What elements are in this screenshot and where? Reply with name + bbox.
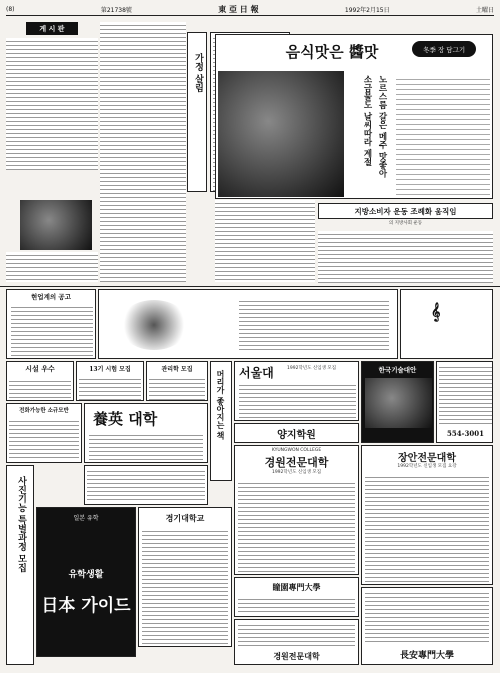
ad-exam-3	[146, 361, 208, 401]
ad-japan-sub: 유학생활	[68, 569, 104, 580]
ad-yangyeong-2	[84, 465, 208, 505]
page-number: (8)	[6, 6, 15, 13]
feature-headline: 음식맛은 醬맛	[285, 42, 379, 61]
bulletin-photo	[20, 200, 92, 250]
feature-photo	[218, 71, 344, 197]
ad-hanguk-title: 한국기술대안	[378, 365, 417, 374]
ad-gyeongwon-footer-title: 경원전문대학	[273, 650, 320, 661]
kicker-title: 지방소비자 운동 조례화 움직임	[354, 206, 457, 216]
right-illustration: 𝄞	[400, 289, 493, 359]
bulletin-title: 게 시 판	[26, 22, 78, 35]
ad-seoul	[234, 361, 359, 421]
ad-vertical-book-text: 머리가 좋아지는 책	[216, 370, 226, 440]
feature-vertical-1: 소금물도 날씨따라 계절	[362, 75, 372, 166]
day: 土曜日	[475, 7, 494, 14]
ad-vertical-left	[6, 465, 34, 665]
ad-gyeonggi	[138, 507, 232, 647]
ad-changan-footer-title: 長安專門大學	[399, 650, 454, 661]
ad-vertical-book	[210, 361, 232, 481]
ad-vertical-left-text: 사진기능 특별과정 모집	[16, 476, 26, 573]
ad-changan-title: 장안전문대학	[398, 452, 456, 464]
ad-gyeongwon-footer	[234, 619, 359, 665]
ad-changan-sub: 1992학년도 신입생 모집 요강	[397, 464, 457, 469]
masthead: 東 亞 日 報	[218, 4, 259, 14]
notice-ad	[6, 289, 96, 359]
ad-yangji	[234, 423, 359, 443]
issue-number: 第21738號	[100, 7, 132, 14]
ad-seoul-sub: 1992학년도 신입생 모집	[287, 366, 337, 371]
side-vertical-text: 가정 살림	[193, 53, 203, 93]
middle-text	[215, 200, 315, 282]
feature-text	[396, 75, 490, 195]
ad-yangji-title: 양지학원	[277, 429, 316, 441]
ad-japan-title: 日本 가이드	[41, 595, 131, 616]
kicker-box	[318, 203, 493, 219]
ad-exam-1	[6, 361, 74, 401]
ad-yangyeong	[84, 403, 208, 463]
bulletin-column	[6, 20, 186, 285]
ad-exam-2-title: 13기 시험 모집	[89, 365, 131, 373]
ad-japan	[36, 507, 136, 657]
ad-yangyeong-title: 養英 대학	[93, 410, 158, 428]
ad-gyeonggi-title: 경기대학교	[165, 512, 205, 523]
ad-gyeongwon	[234, 445, 359, 575]
ad-exam-1-title: 시설 우수	[25, 364, 55, 373]
bulletin-text	[6, 38, 98, 170]
ad-phone: 554-3001	[447, 428, 484, 438]
side-label	[187, 32, 207, 192]
feature-vertical-2: 노르스름 갈은 메주 맛좋아	[377, 75, 387, 178]
ad-hanam-title: 瞳園專門大學	[272, 581, 321, 592]
feature-tag: 冬季 장 담그기	[412, 41, 476, 57]
ad-small-class-title: 전화가능한 소규모반	[19, 408, 69, 414]
bulletin-caption	[6, 252, 98, 282]
kicker-text	[318, 231, 493, 283]
kicker-sub: 의 지방사회 운동	[388, 221, 423, 227]
ad-changan	[361, 445, 493, 585]
ad-gyeongwon-en: KYUNGWON COLLEGE	[271, 447, 322, 453]
ad-hanguk-info	[436, 361, 493, 443]
page-header	[6, 4, 494, 16]
divider	[0, 286, 500, 287]
ad-japan-top: 일본 유학	[73, 514, 99, 522]
ad-hanam	[234, 577, 359, 617]
ad-seoul-title: 서울대	[239, 366, 274, 380]
date: 1992年2月15日	[344, 7, 390, 14]
ad-gyeongwon-title: 경원전문대학	[264, 456, 329, 469]
ad-gyeongwon-sub: 1992학년도 신입생 모집	[271, 470, 322, 475]
feature-box	[215, 34, 493, 199]
ad-exam-3-title: 관리학 모집	[161, 365, 193, 373]
ad-small-class	[6, 403, 82, 463]
ad-hanguk	[361, 361, 434, 443]
ad-exam-2	[76, 361, 144, 401]
notice-title: 현업계의 공고	[31, 292, 71, 301]
bulletin-text-2	[100, 22, 186, 282]
ad-changan-footer	[361, 587, 493, 665]
illustration-ad	[98, 289, 398, 359]
